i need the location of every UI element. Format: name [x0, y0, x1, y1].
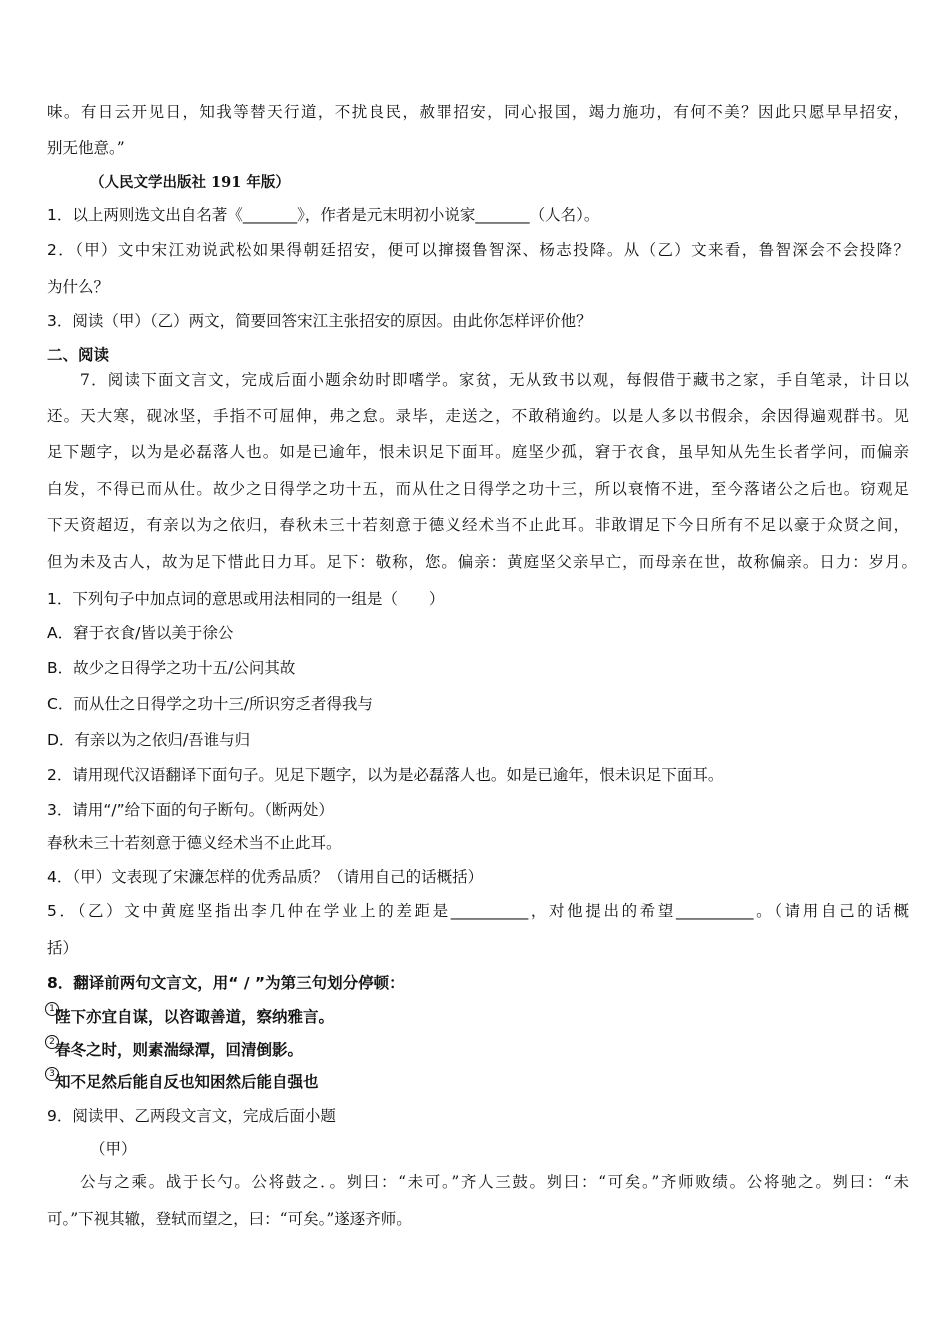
sub-question-1: 1．下列句子中加点词的意思或用法相同的一组是（ ） [47, 590, 445, 608]
question-2-cont: 为什么？ [47, 278, 110, 296]
sub-question-3-text: 春秋未三十若刻意于德义经术当不止此耳。 [47, 834, 342, 852]
passage-line: 还。天大寒，砚冰坚，手指不可屈伸，弗之怠。录毕，走送之，不敢稍逾约。以是人多以书假余，余因得遍观群书。见 [47, 407, 909, 425]
question-9: 9．阅读甲、乙两段文言文，完成后面小题 [47, 1107, 336, 1125]
question-8-item-2: 2 春冬之时，则素湍绿潭，回清倒影。 [47, 1039, 909, 1061]
sub-question-5-cont: 括） [47, 939, 79, 957]
question-8-item-1: 1 陛下亦宜自谋，以咨诹善道，察纳雅言。 [47, 1006, 909, 1028]
question-1: 1．以上两则选文出自名著《_______》，作者是元末明初小说家_______（人名）。 [47, 206, 600, 224]
sub-question-5: 5．（乙）文中黄庭坚指出李几仲在学业上的差距是__________，对他提出的希望__________。（请用自己的话概 [47, 902, 909, 920]
sub-question-2: 2．请用现代汉语翻译下面句子。见足下题字，以为是必磊落人也。如是已逾年，恨未识足下面耳。 [47, 766, 724, 784]
passage-line: 但为未及古人，故为足下惜此日力耳。足下：敬称，您。偏亲：黄庭坚父亲早亡，而母亲在世，故称偏亲。日力：岁月。 [47, 553, 917, 571]
passage-line: 味。有日云开见日，知我等替天行道，不扰良民，赦罪招安，同心报国，竭力施功，有何不美？因此只愿早早招安， [47, 103, 909, 121]
option-b: B．故少之日得学之功十五/公问其故 [47, 659, 296, 677]
option-c: C．而从仕之日得学之功十三/所识穷乏者得我与 [47, 695, 374, 713]
passage-line: 公与之乘。战于长勺。公将鼓之．。刿曰：“未可。”齐人三鼓。刿曰：“可矣。”齐师败绩。公将驰之。刿曰：“未 [80, 1173, 909, 1191]
question-8-item-3: 3 知不足然后能自反也知困然后能自强也 [47, 1071, 909, 1093]
source-note: （人民文学出版社 191 年版） [90, 174, 290, 191]
section-heading: 二、阅读 [47, 346, 110, 364]
sub-question-4: 4．（甲）文表现了宋濂怎样的优秀品质？（请用自己的话概括） [47, 868, 484, 886]
option-d: D．有亲以为之依归/吾谁与归 [47, 731, 251, 749]
option-a: A．窘于衣食/皆以美于徐公 [47, 624, 234, 642]
passage-line: 白发，不得已而从仕。故少之日得学之功十五，而从仕之日得学之功十三，所以衰惰不进，至今落诸公之后也。窃观足 [47, 480, 909, 498]
question-3: 3．阅读（甲）（乙）两文，简要回答宋江主张招安的原因。由此你怎样评价他？ [47, 312, 592, 330]
circled-number: 3 [47, 1071, 55, 1087]
passage-line: 足下题字，以为是必磊落人也。如是已逾年，恨未识足下面耳。庭坚少孤，窘于衣食，虽早知从先生长者学问，而偏亲 [47, 443, 909, 461]
circled-number: 2 [47, 1039, 55, 1055]
question-2: 2．（甲）文中宋江劝说武松如果得朝廷招安，便可以撺掇鲁智深、杨志投降。从（乙）文来看，鲁智深会不会投降？ [47, 241, 909, 259]
passage-line: 别无他意。” [47, 139, 125, 157]
passage-line: 7．阅读下面文言文，完成后面小题余幼时即嗜学。家贫，无从致书以观，每假借于藏书之家，手自笔录，计日以 [80, 371, 909, 389]
passage-label: （甲） [90, 1140, 137, 1158]
circled-number: 1 [47, 1006, 55, 1022]
passage-line: 下天资超迈，有亲以为之依归，春秋未三十若刻意于德义经术当不止此耳。非敢谓足下今日所有不足以豪于众贤之间， [47, 516, 909, 534]
sub-question-3: 3．请用“/”给下面的句子断句。（断两处） [47, 801, 334, 819]
passage-line: 可。”下视其辙，登轼而望之，曰：“可矣。”遂逐齐师。 [47, 1210, 412, 1228]
question-8: 8．翻译前两句文言文，用“ / ”为第三句划分停顿： [47, 974, 405, 992]
